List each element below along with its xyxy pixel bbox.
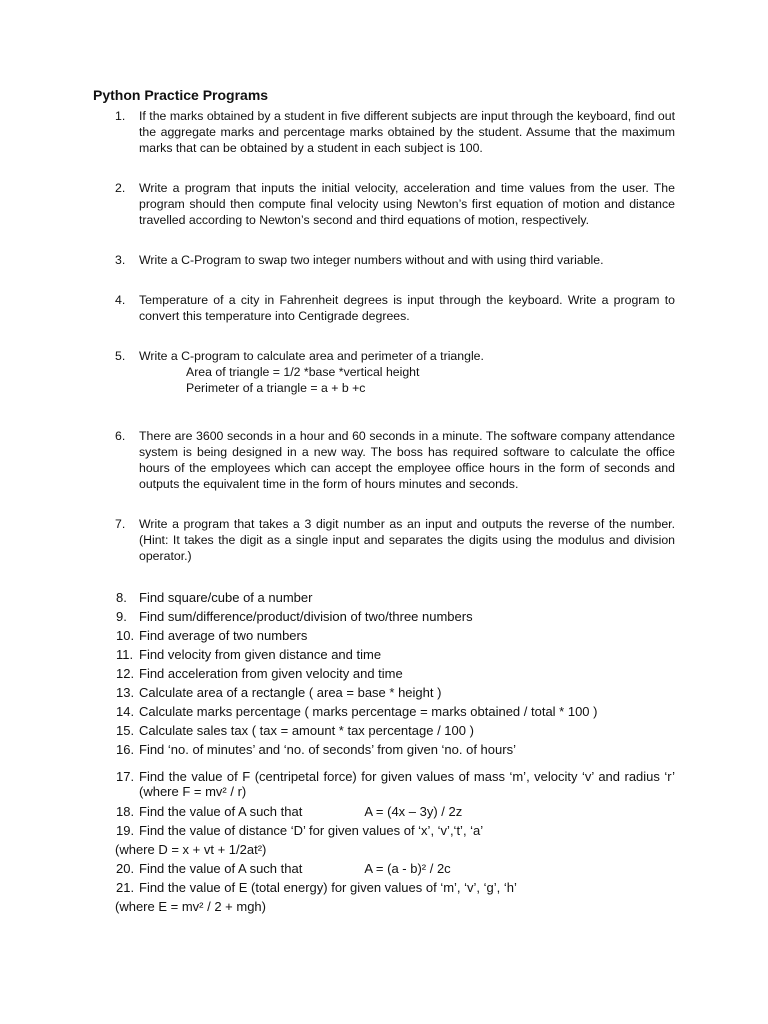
item-text: Find the value of A such that	[139, 861, 303, 876]
list-item	[93, 292, 675, 324]
item-text: Find the value of E (total energy) for given values of ‘m’, ‘v’, ‘g’, ‘h’	[139, 880, 517, 895]
item-number: 10.	[116, 628, 135, 643]
list-item	[93, 252, 675, 268]
item-number: 14.	[116, 704, 135, 719]
formula-area: Area of triangle = 1/2 *base *vertical height	[186, 365, 420, 379]
list-item	[93, 626, 675, 645]
item-number: 9.	[116, 609, 127, 624]
list-item	[93, 645, 675, 664]
item-number: 4.	[115, 293, 126, 307]
item-text: Calculate sales tax ( tax = amount * tax percentage / 100 )	[139, 723, 474, 738]
formula-perimeter: Perimeter of a triangle = a + b +c	[186, 381, 366, 395]
page-title: Python Practice Programs	[93, 87, 269, 103]
item-text: Find the value of A such that	[139, 804, 303, 819]
item-number: 15.	[116, 723, 135, 738]
item-text: Calculate marks percentage ( marks percentage = marks obtained / total * 100 )	[139, 704, 598, 719]
item-text: Find acceleration from given velocity and time	[139, 666, 403, 681]
item-text: Find ‘no. of minutes’ and ‘no. of seconds’ from given ‘no. of hours’	[139, 742, 516, 757]
item-text: Write a program that inputs the initial velocity, acceleration and time values from the user. The program should then compute final velocity using Newton’s first equation of motion and distance travelled according to Newton’s second and third equations of motion, respectively.	[139, 181, 675, 227]
item-number: 8.	[116, 590, 127, 605]
item-text: Write a program that takes a 3 digit number as an input and outputs the reverse of the number. (Hint: It takes the digit as a single input and separates the digits using the modulus and division operator.)	[139, 517, 675, 563]
item-number: 5.	[115, 349, 126, 363]
list-item	[93, 721, 675, 740]
item-text: Write a C-program to calculate area and perimeter of a triangle.	[139, 349, 484, 363]
document-page	[93, 86, 675, 916]
item-number: 12.	[116, 666, 135, 681]
item-number: 20.	[116, 861, 135, 876]
item-text: Find square/cube of a number	[139, 590, 313, 605]
item-number: 6.	[115, 429, 126, 443]
item-text: There are 3600 seconds in a hour and 60 seconds in a minute. The software company attendance system is being designed in a new way. The boss has required software to calculate the office hours of the employees which can accept the employee office hours in the form of seconds and outputs the equivalent time in the form of hours minutes and seconds.	[139, 429, 675, 491]
list-item	[93, 607, 675, 626]
list-item	[93, 878, 675, 897]
item-number: 7.	[115, 517, 126, 531]
formula: A = (4x – 3y) / 2z	[364, 804, 463, 819]
list-item	[93, 516, 675, 564]
formula: A = (a - b)² / 2c	[364, 861, 451, 876]
list-item	[93, 588, 675, 607]
list-item	[93, 180, 675, 228]
item-text: Write a C-Program to swap two integer numbers without and with using third variable.	[139, 253, 604, 267]
list-item	[93, 740, 675, 759]
item-text: Find the value of distance ‘D’ for given values of ‘x’, ‘v’,‘t’, ‘a’	[139, 823, 484, 838]
item-text: Find velocity from given distance and time	[139, 647, 382, 662]
item-number: 16.	[116, 742, 135, 757]
item-number: 13.	[116, 685, 135, 700]
item-number: 2.	[115, 181, 126, 195]
list-item	[93, 702, 675, 721]
list-item	[93, 821, 675, 840]
where-note: (where E = mv² / 2 + mgh)	[115, 899, 266, 914]
item-number: 17.	[116, 769, 135, 784]
list-item	[93, 348, 675, 396]
list-item	[93, 108, 675, 156]
item-text: Find average of two numbers	[139, 628, 308, 643]
item-number: 21.	[116, 880, 135, 895]
item-text: Find sum/difference/product/division of two/three numbers	[139, 609, 473, 624]
list-item	[93, 802, 675, 821]
item-text: Temperature of a city in Fahrenheit degrees is input through the keyboard. Write a program to convert this temperature into Centigrade degrees.	[139, 293, 675, 323]
item-text: Calculate area of a rectangle ( area = base * height )	[139, 685, 442, 700]
list-item	[93, 859, 675, 878]
list-item	[93, 683, 675, 702]
item-text: If the marks obtained by a student in five different subjects are input through the keyboard, find out the aggregate marks and percentage marks obtained by the student. Assume that the maximum marks that can be obtained by a student in each subject is 100.	[139, 109, 675, 155]
item-number: 3.	[115, 253, 126, 267]
short-list	[93, 588, 675, 916]
list-item	[93, 769, 675, 799]
item-number: 19.	[116, 823, 135, 838]
item-number: 1.	[115, 109, 126, 123]
list-item	[93, 664, 675, 683]
item-text: Find the value of F (centripetal force) for given values of mass ‘m’, velocity ‘v’ and radius ‘r’ (where F = mv² / r)	[139, 769, 675, 799]
item-number: 18.	[116, 804, 135, 819]
list-item	[93, 428, 675, 492]
where-note: (where D = x + vt + 1/2at²)	[115, 842, 267, 857]
item-number: 11.	[116, 647, 134, 662]
